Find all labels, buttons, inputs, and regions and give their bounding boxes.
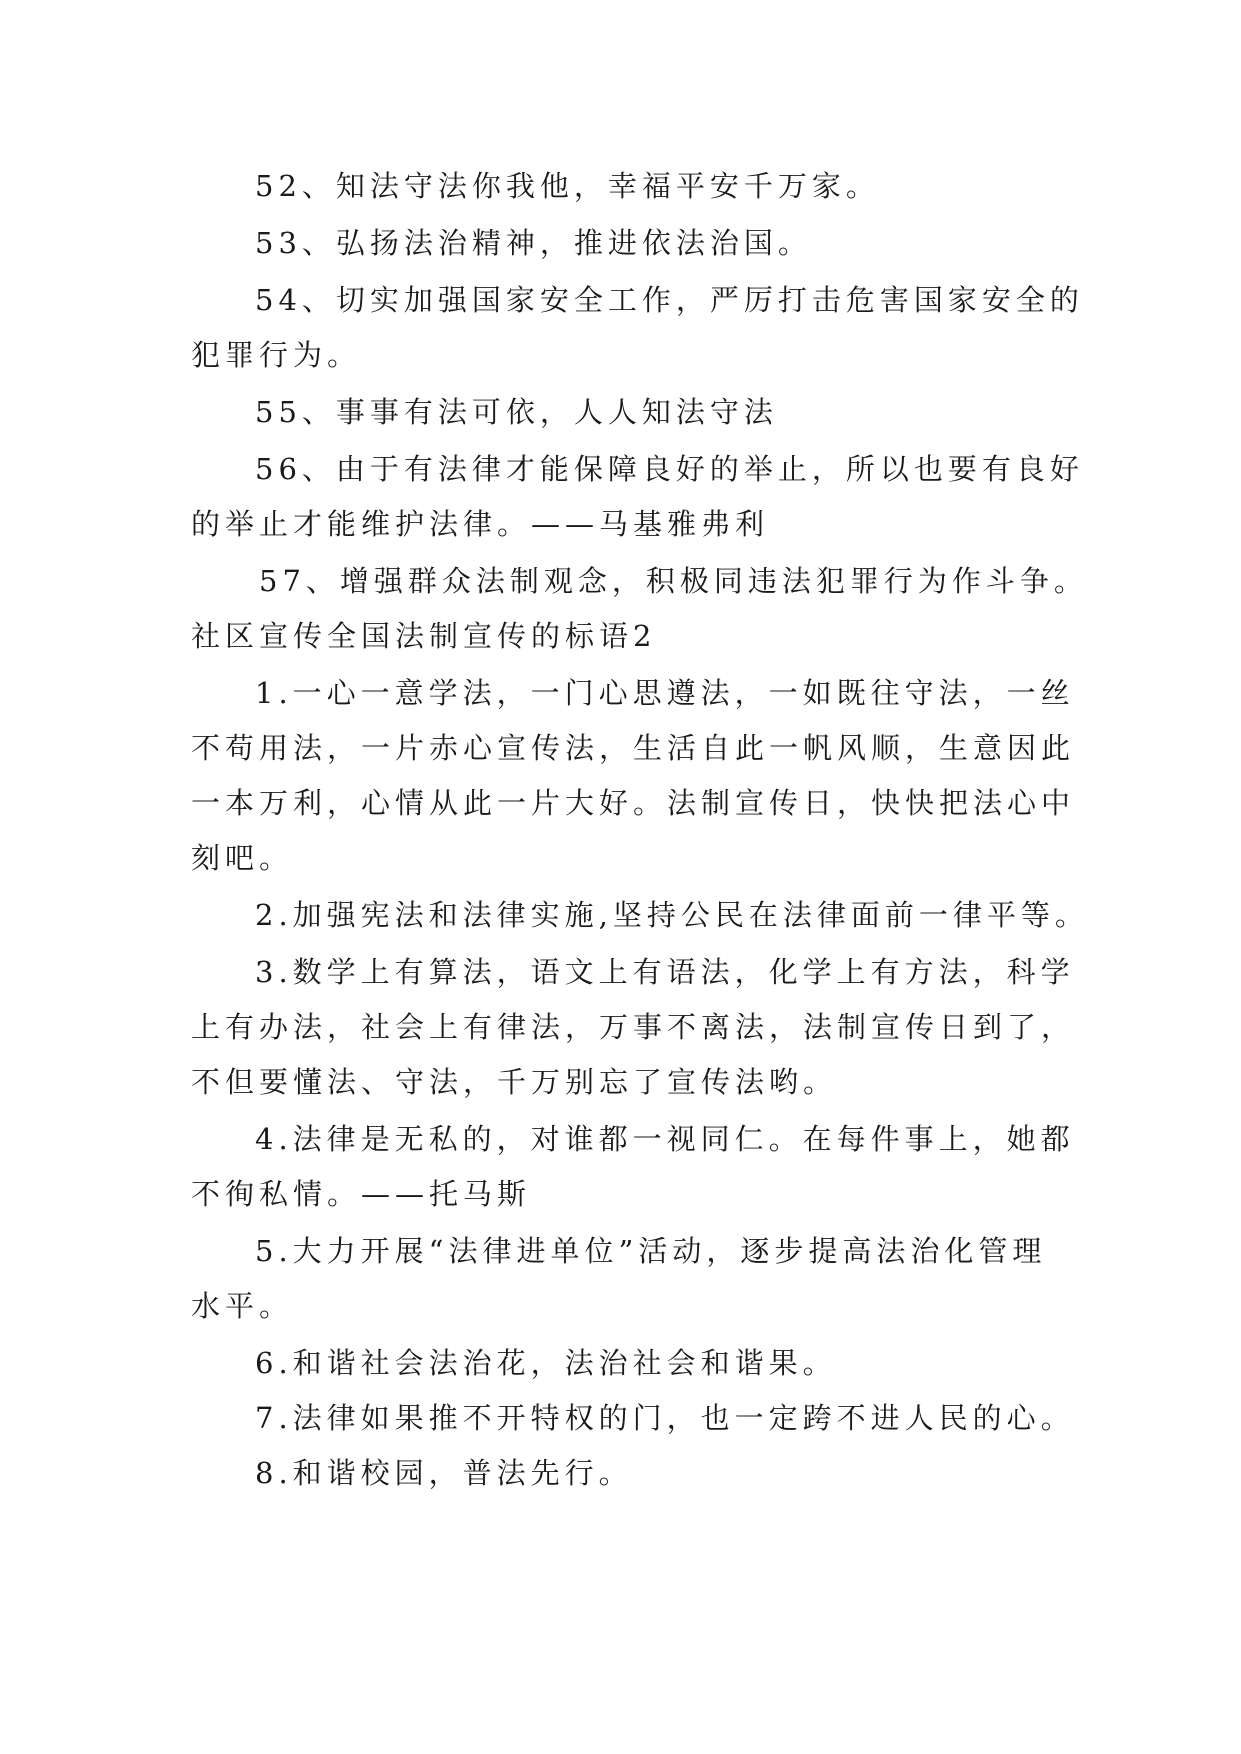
paragraph-line: 不但要懂法、守法，千万别忘了宣传法哟。 [191, 1065, 838, 1099]
paragraph-line: 5.大力开展“法律进单位”活动，逐步提高法治化管理 [255, 1234, 1047, 1268]
section-heading: 社区宣传全国法制宣传的标语2 [191, 619, 657, 653]
paragraph-line: 不苟用法，一片赤心宣传法，生活自此一帆风顺，生意因此 [191, 731, 1076, 765]
paragraph-line: 57、增强群众法制观念，积极同违法犯罪行为作斗争。 [259, 564, 1088, 598]
paragraph-line: 水平。 [191, 1289, 294, 1323]
paragraph-line: 2.加强宪法和法律实施,坚持公民在法律面前一律平等。 [255, 898, 1089, 932]
paragraph-line: 上有办法，社会上有律法，万事不离法，法制宣传日到了， [191, 1010, 1076, 1044]
paragraph-line: 4.法律是无私的，对谁都一视同仁。在每件事上，她都 [255, 1122, 1075, 1156]
paragraph-line: 55、事事有法可依，人人知法守法 [255, 395, 778, 429]
paragraph-line: 犯罪行为。 [191, 338, 362, 372]
paragraph-line: 7.法律如果推不开特权的门，也一定跨不进人民的心。 [255, 1401, 1075, 1435]
paragraph-line: 的举止才能维护法律。——马基雅弗利 [191, 507, 770, 541]
paragraph-line: 54、切实加强国家安全工作，严厉打击危害国家安全的 [255, 283, 1084, 317]
paragraph-line: 52、知法守法你我他，幸福平安千万家。 [255, 169, 880, 203]
paragraph-line: 不徇私情。——托马斯 [191, 1177, 532, 1211]
paragraph-line: 3.数学上有算法，语文上有语法，化学上有方法，科学 [255, 955, 1075, 989]
paragraph-line: 8.和谐校园，普法先行。 [255, 1456, 633, 1490]
paragraph-line: 1.一心一意学法，一门心思遵法，一如既往守法，一丝 [255, 676, 1075, 710]
paragraph-line: 刻吧。 [191, 841, 294, 875]
paragraph-line: 一本万利，心情从此一片大好。法制宣传日，快快把法心中 [191, 786, 1076, 820]
paragraph-line: 53、弘扬法治精神，推进依法治国。 [255, 226, 812, 260]
paragraph-line: 56、由于有法律才能保障良好的举止，所以也要有良好 [255, 452, 1084, 486]
paragraph-line: 6.和谐社会法治花，法治社会和谐果。 [255, 1346, 837, 1380]
